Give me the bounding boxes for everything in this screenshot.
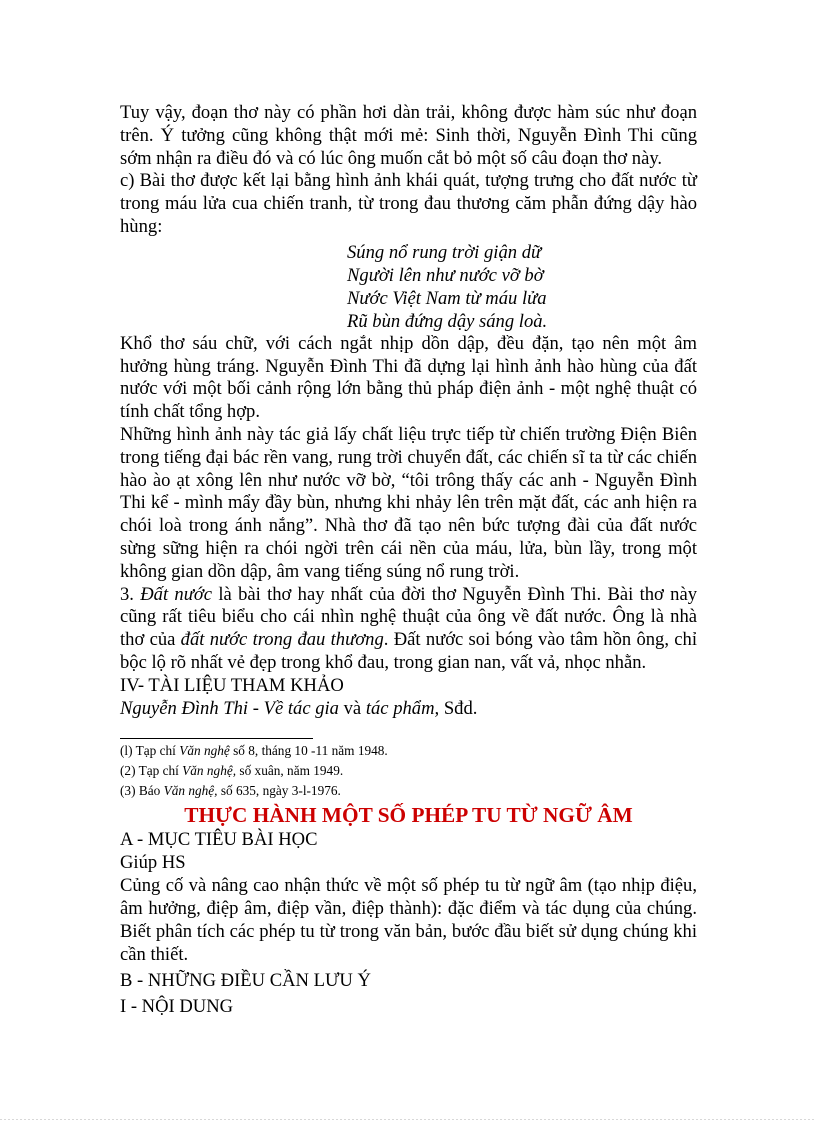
- footnote-3-pre: (3) Báo: [120, 783, 164, 798]
- footnote-2-post: số xuân, năm 1949.: [236, 763, 344, 778]
- help-line: Giúp HS: [120, 852, 186, 873]
- footnote-2-pre: (2) Tạp chí: [120, 763, 183, 778]
- lesson-title: THỰC HÀNH MỘT SỐ PHÉP TU TỪ NGỮ ÂM: [184, 803, 633, 827]
- poem-line: Súng nổ rung trời giận dữ: [347, 241, 542, 263]
- footnote-1-pre: (l) Tạp chí: [120, 743, 180, 758]
- footnote-1-magazine: Văn nghệ: [179, 743, 230, 758]
- paragraph-2: c) Bài thơ được kết lại bằng hình ảnh khái quát, tượng trưng cho đất nước từ trong máu lửa cua chiến tranh, từ trong đau thương căm phẫn đứng dậy hào hùng:: [120, 170, 697, 237]
- footnote-separator: [120, 738, 313, 739]
- poem-title-italic: Đất nước: [140, 583, 213, 605]
- section-heading-b: B - NHỮNG ĐIỀU CẦN LƯU Ý: [120, 970, 371, 991]
- reference-and: và: [338, 697, 366, 719]
- body-text: [120, 102, 697, 720]
- poem-line: Nước Việt Nam từ máu lửa: [347, 287, 547, 309]
- reference-author: Nguyễn Đình Thi: [120, 697, 249, 719]
- reference-about: Về tác gia: [263, 697, 339, 719]
- reference-works: tác phẩm,: [365, 697, 440, 719]
- footnote-3: [120, 781, 697, 801]
- poem-stanza: [347, 241, 697, 333]
- paragraph-3: Khổ thơ sáu chữ, với cách ngắt nhịp dồn dập, đều đặn, tạo nên một âm hưởng hùng tráng. Nguyễn Đình Thi đã dựng lại hình ảnh hào hùng của đất nước với một bối cảnh rộng lớn bằng thủ pháp điện ảnh - một nghệ thuật có tính chất tổng hợp.: [120, 332, 697, 423]
- goal-paragraph: Củng cố và nâng cao nhận thức về một số phép tu từ ngữ âm (tạo nhịp điệu, âm hưởng, điệp âm, điệp vần, điệp thành): đặc điểm và tác dụng của chúng. Biết phân tích các phép tu từ trong văn bản, bước đầu biết sử dụng chúng khi cần thiết.: [120, 875, 697, 965]
- footnote-1: [120, 741, 697, 761]
- page-bottom-border: [0, 1119, 816, 1120]
- reference-line: [120, 698, 697, 721]
- footnotes: [120, 741, 697, 801]
- section-heading-a: A - MỤC TIÊU BÀI HỌC: [120, 829, 318, 850]
- section-heading-i: I - NỘI DUNG: [120, 996, 234, 1017]
- footnote-3-post: số 635, ngày 3-l-1976.: [217, 783, 341, 798]
- footnote-2-magazine: Văn nghệ,: [182, 763, 237, 778]
- paragraph-5-num: 3.: [120, 583, 141, 605]
- paragraph-1: Tuy vậy, đoạn thơ này có phần hơi dàn trải, không được hàm súc như đoạn trên. Ý tưởng cũng không thật mới mẻ: Sinh thời, Nguyễn Đình Thi cũng sớm nhận ra điều đó và có lúc ông muốn cắt bỏ một số câu đoạn thơ này.: [120, 102, 697, 169]
- paragraph-4: Những hình ảnh này tác giả lấy chất liệu trực tiếp từ chiến trường Điện Biên trong tiếng đại bác rền vang, rung trời chuyển đất, các chiến sĩ ta từ các chiến hào ào ạt xông lên như nước vỡ bờ, “tôi trông thấy các anh - Nguyễn Đình Thi kể - mình mẩy đầy bùn, nhưng khi nhảy lên trên mặt đất, các anh hiện ra chói loà trong ánh nắng”. Nhà thơ đã tạo nên bức tượng đài của đất nước sừng sững hiện ra chói ngời trên cái nền của máu, lửa, bùn lầy, trong một không gian dồn dập, âm vang tiếng súng nổ rung trời.: [120, 423, 697, 582]
- footnote-3-magazine: Văn nghệ,: [163, 783, 218, 798]
- paragraph-5: [120, 584, 697, 675]
- paragraph-5-text-2: . Đất nước soi bóng vào tâm hồn ông, chỉ bộc lộ rõ nhất vẻ đẹp trong khổ đau, trong gian nan, vất vả, nhọc nhằn.: [120, 629, 697, 673]
- footnote-1-post: số 8, tháng 10 -11 năm 1948.: [229, 743, 388, 758]
- poem-line: Người lên như nước vỡ bờ: [347, 264, 544, 286]
- reference-dash: -: [248, 697, 264, 719]
- footnote-2: [120, 761, 697, 781]
- paragraph-5-text-1: là bài thơ hay nhất của đời thơ Nguyễn Đình Thi. Bài thơ này cũng rất tiêu biểu cho cái nhìn nghệ thuật của ông về đất nước. Ông là nhà thơ của: [120, 583, 698, 651]
- section-heading-iv: IV- TÀI LIỆU THAM KHẢO: [120, 674, 344, 696]
- lesson-body: [120, 828, 697, 1018]
- emphasis-phrase: đất nước trong đau thương: [180, 629, 384, 651]
- reference-tail: Sđd.: [439, 697, 478, 719]
- poem-line: Rũ bùn đứng dậy sáng loà.: [347, 310, 548, 332]
